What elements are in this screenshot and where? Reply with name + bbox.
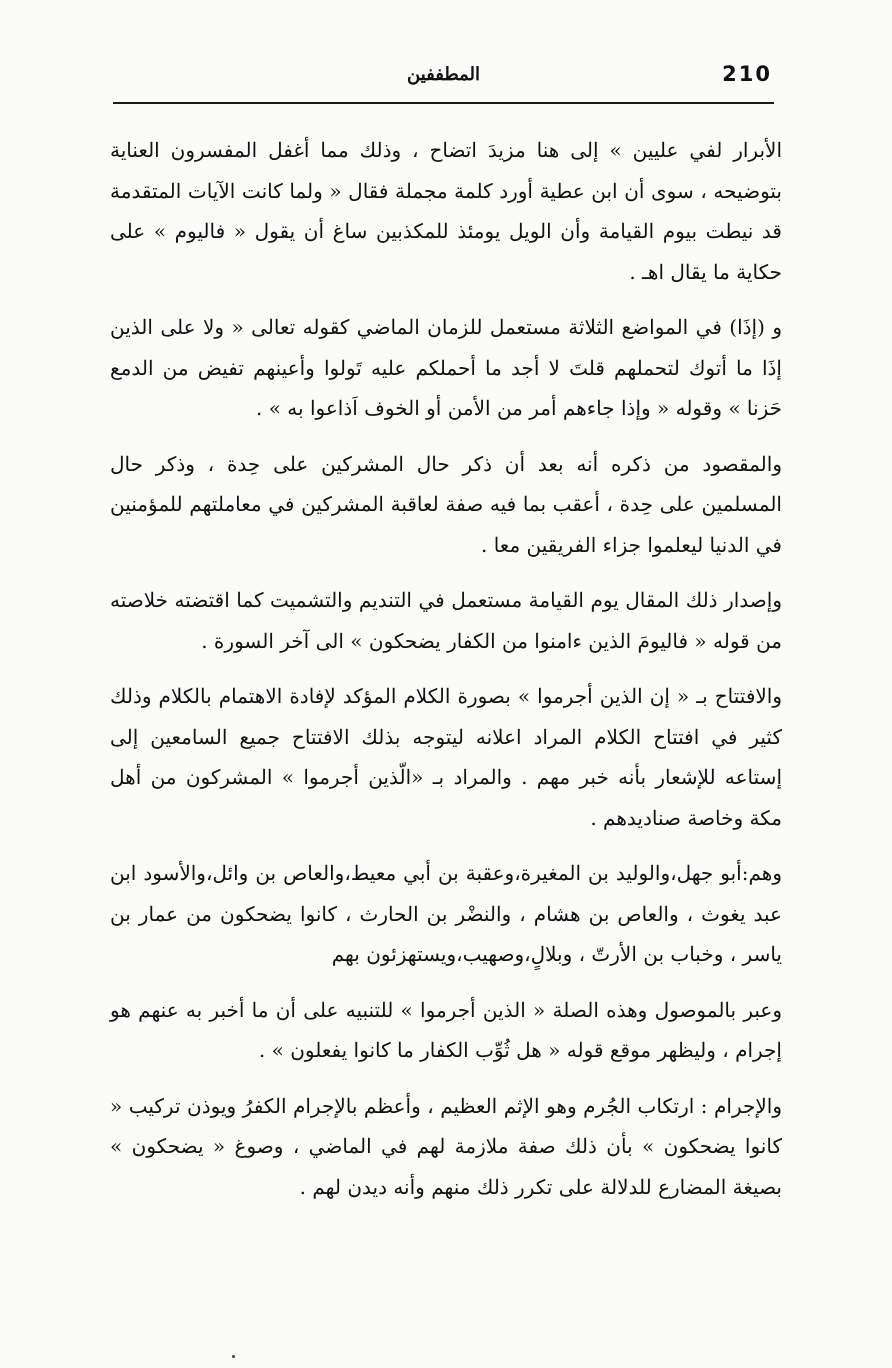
paragraph: وإصدار ذلك المقال يوم القيامة مستعمل في التنديم والتشميت كما اقتضته خلاصته من قوله « فاليومَ الذين ءامنوا من الكفار يضحكون » الى آخر السورة . (110, 588, 782, 653)
running-header (113, 52, 774, 104)
paragraph: والافتتاح بـ « إن الذين أجرموا » بصورة الكلام المؤكد لإفادة الاهتمام بالكلام وذلك كثير في افتتاح الكلام المراد اعلانه ليتوجه بذلك الافتتاح جميع السامعين إلى إستاعه للإشعار بأنه خبر مهم . والمراد بـ «الّذين أجرموا » المشركون من أهل مكة وخاصة صناديدهم . (110, 684, 782, 830)
page-number: 210 (722, 62, 772, 86)
paragraph: وعبر بالموصول وهذه الصلة « الذين أجرموا » للتنبيه على أن ما أخبر به عنهم هو إجرام ، وليظهر موقع قوله « هل ثُوِّب الكفار ما كانوا يفعلون » . (110, 997, 782, 1062)
paragraph: والمقصود من ذكره أنه بعد أن ذكر حال المشركين على حِدة ، وذكر حال المسلمين على حِدة ، أعقب بما فيه صفة لعاقبة المشركين في معاملتهم للمؤمنين في الدنيا ليعلموا جزاء الفريقين معا . (110, 451, 782, 557)
surah-title: المطففين (406, 64, 481, 85)
page-body (110, 130, 782, 1222)
paragraph: والإجرام : ارتكاب الجُرم وهو الإثم العظيم ، وأعظم بالإجرام الكفرُ ويوذن تركيب « كانوا يضحكون » بأن ذلك صفة ملازمة لهم في الماضي ، وصوغ « يضحكون » بصيغة المضارع للدلالة على تكرر ذلك منهم وأنه ديدن لهم . (110, 1093, 782, 1199)
paragraph: و (إذَا) في المواضع الثلاثة مستعمل للزمان الماضي كقوله تعالى « ولا على الذين إذَا ما أتوك لتحملهم قلتَ لا أجد ما أحملكم عليه تَولوا وأعينهم تفيض من الدمع حَزنا » وقوله « وإذا جاءهم أمر من الأمن أو الخوف اَذاعوا به » . (110, 315, 782, 420)
paragraph: الأبرار لفي عليين » إلى هنا مزيدَ اتضاح ، وذلك مما أغفل المفسرون العناية بتوضيحه ، سوى أن ابن عطية أورد كلمة مجملة فقال « ولما كانت الآيات المتقدمة قد نيطت بيوم القيامة وأن الويل يومئذ للمكذبين ساغ أن يقول « فاليوم » على حكاية ما يقال اهـ . (110, 138, 782, 284)
paragraph: وهم:أبو جهل،والوليد بن المغيرة،وعقبة بن أبي معيط،والعاص بن وائل،والأسود ابن عبد يغوث ، والعاص بن هشام ، والنضْر بن الحارث ، كانوا يضحكون من عمار بن ياسر ، وخباب بن الأرتّ ، وبلالٍ،وصهيب،ويستهزئون بهم (110, 861, 782, 966)
scan-speck (232, 1355, 235, 1358)
